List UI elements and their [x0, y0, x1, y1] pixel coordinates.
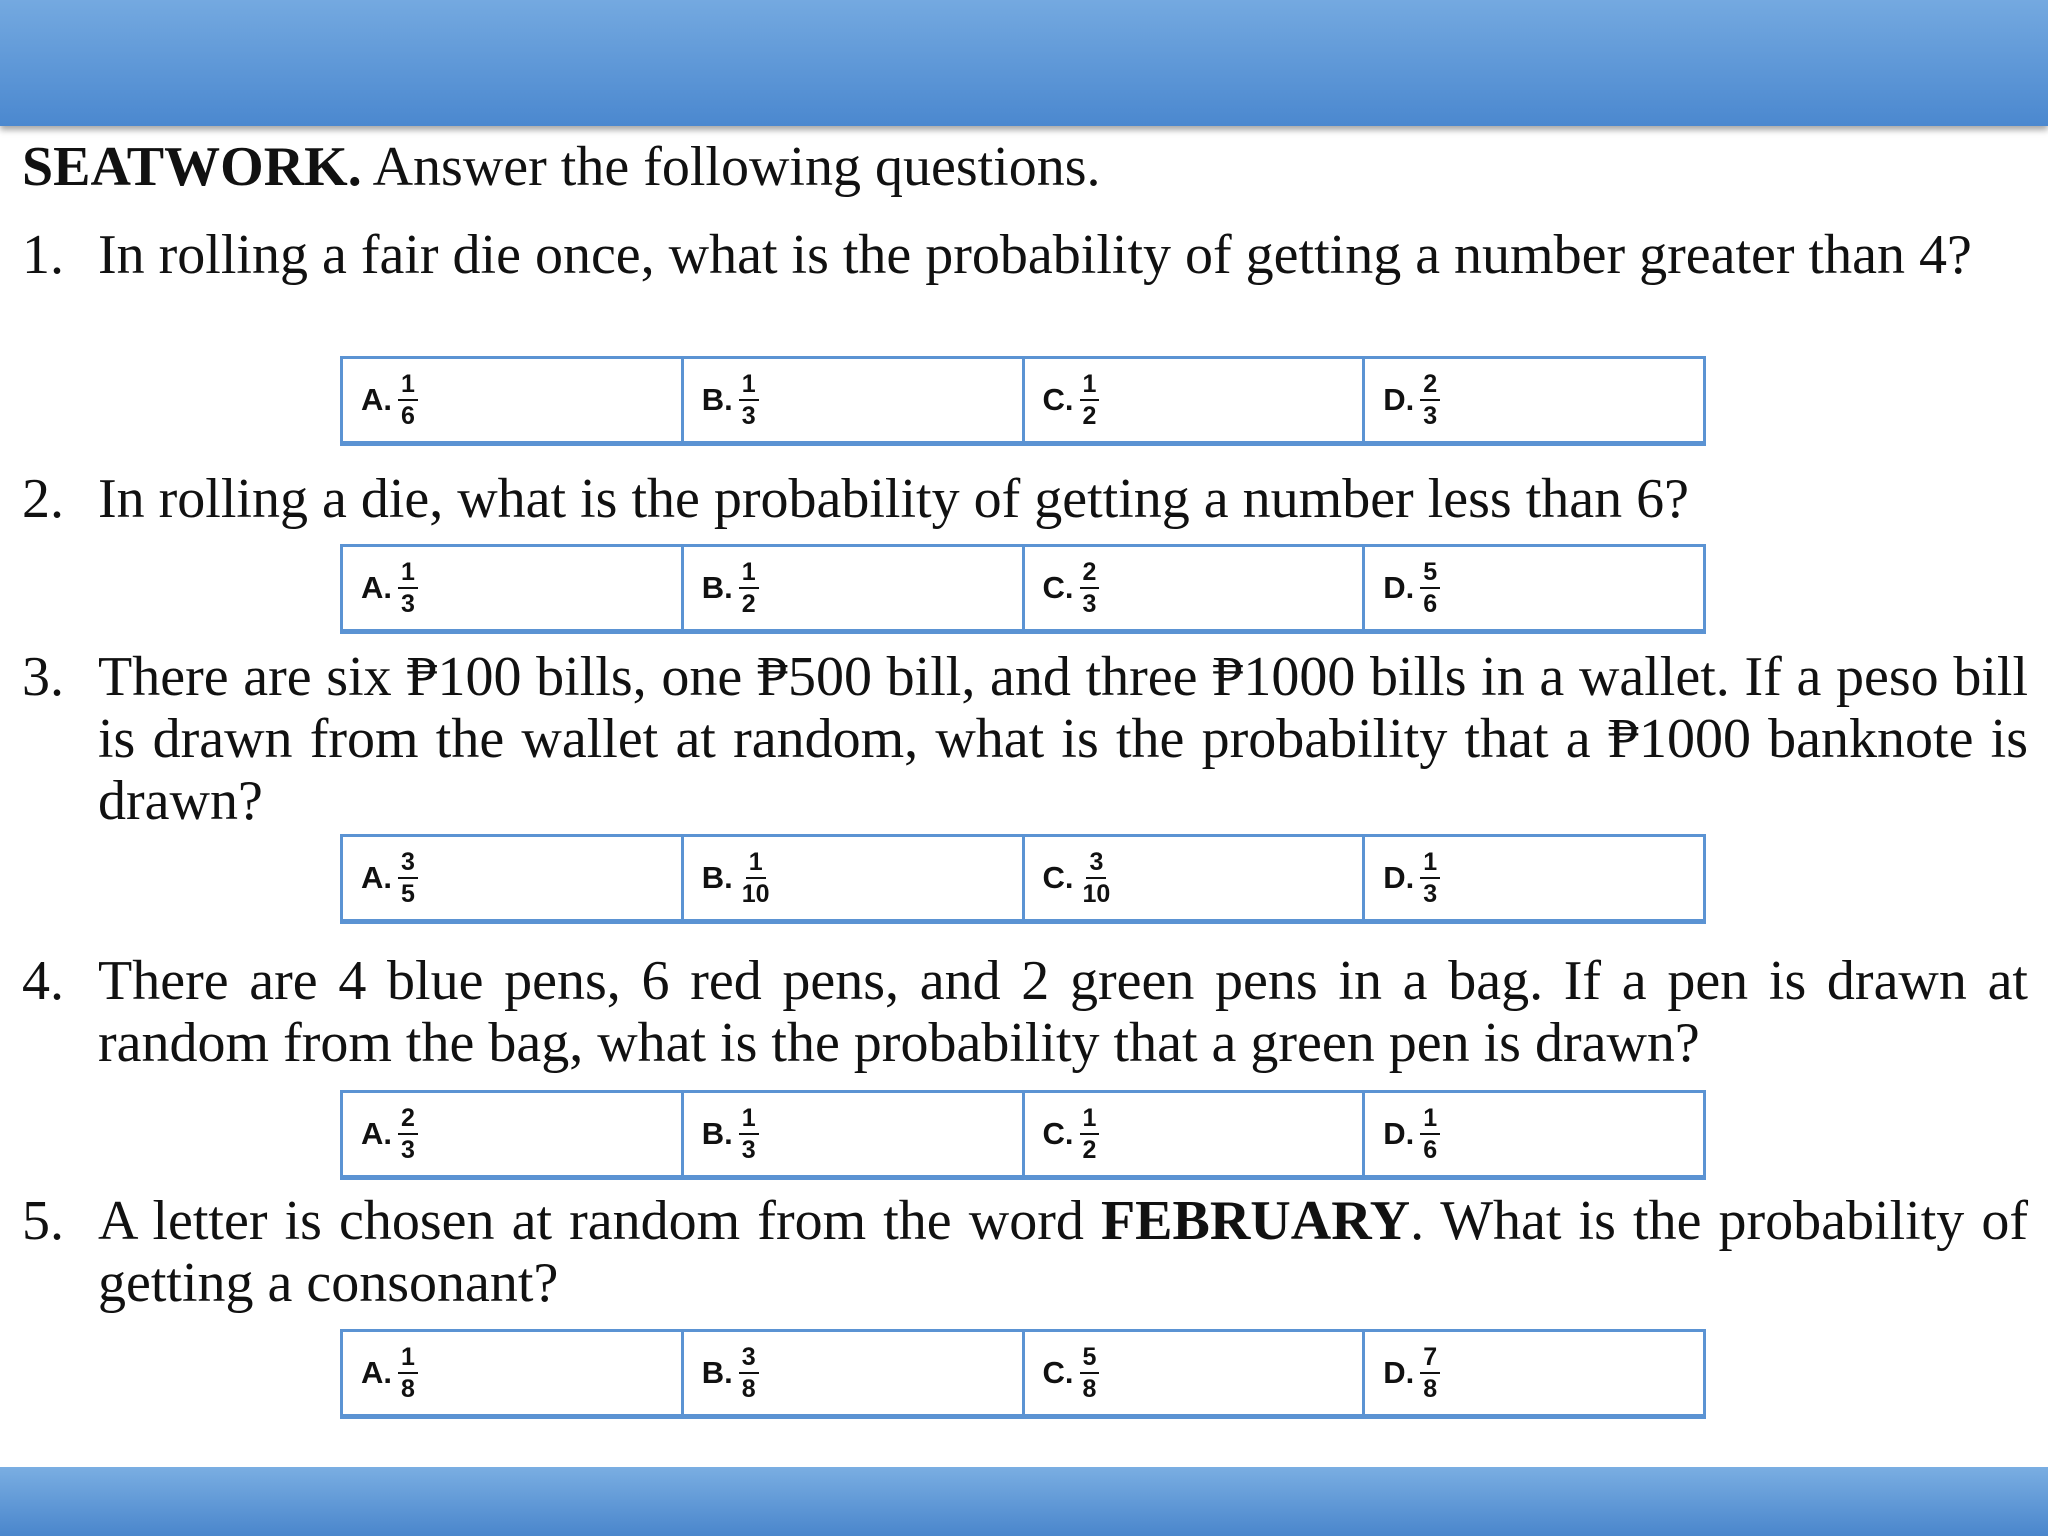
choice-b[interactable] [684, 1093, 1025, 1175]
choice-d[interactable] [1365, 1332, 1703, 1414]
question-2 [22, 468, 2028, 530]
numerator: 3 [739, 1343, 759, 1374]
denominator: 3 [1423, 402, 1438, 430]
fraction [1420, 370, 1440, 430]
question-3 [22, 646, 2028, 832]
denominator: 3 [1423, 880, 1438, 908]
numerator: 1 [739, 370, 759, 401]
footer-bar [0, 1467, 2048, 1536]
question-number: 2. [22, 468, 64, 530]
choice-letter: B. [701, 860, 733, 895]
choice-letter: C. [1042, 570, 1074, 605]
header-bar [0, 0, 2048, 126]
choice-a[interactable] [343, 837, 684, 919]
choice-letter: A. [361, 570, 392, 605]
denominator: 10 [1082, 880, 1111, 908]
fraction [1420, 558, 1440, 618]
choice-d[interactable] [1365, 1093, 1703, 1175]
question-text: In rolling a die, what is the probability of getting a number less than 6? [98, 468, 1689, 530]
denominator: 3 [401, 1136, 415, 1164]
choice-letter: D. [1383, 382, 1415, 417]
denominator: 8 [1423, 1375, 1438, 1403]
choice-letter: C. [1042, 1116, 1074, 1151]
numerator: 2 [1420, 370, 1440, 401]
choice-letter: D. [1383, 860, 1415, 895]
question-number: 1. [22, 224, 64, 286]
denominator: 8 [741, 1375, 756, 1403]
choice-letter: C. [1042, 1355, 1074, 1390]
question-1 [22, 224, 2028, 286]
title-bold: SEATWORK. [22, 136, 362, 198]
title-instruction: Answer the following questions. [361, 136, 1101, 198]
fraction [739, 558, 759, 618]
question-text-end: . What is the probability of getting a consonant? [98, 1190, 2028, 1314]
choice-letter: B. [701, 1355, 733, 1390]
question-text: There are 4 blue pens, 6 red pens, and 2 green pens in a bag. If a pen is drawn at random from the bag, what is the probability that a green pen is drawn? [98, 950, 2028, 1074]
numerator: 7 [1420, 1343, 1440, 1374]
choice-letter: D. [1383, 570, 1415, 605]
choice-letter: A. [361, 1355, 392, 1390]
choice-b[interactable] [684, 359, 1025, 441]
choice-letter: B. [701, 1116, 733, 1151]
question-5 [22, 1190, 2028, 1314]
question-text [98, 1190, 2028, 1314]
denominator: 3 [1082, 590, 1097, 618]
choice-c[interactable] [1025, 359, 1366, 441]
fraction [1420, 1343, 1440, 1403]
choice-letter: A. [361, 1116, 392, 1151]
question-4 [22, 950, 2028, 1074]
fraction [1080, 848, 1114, 908]
choice-b[interactable] [684, 547, 1025, 629]
numerator: 3 [398, 848, 418, 879]
denominator: 2 [741, 590, 756, 618]
choice-c[interactable] [1025, 1093, 1366, 1175]
denominator: 2 [1082, 402, 1097, 430]
denominator: 2 [1082, 1136, 1097, 1164]
denominator: 6 [1423, 590, 1438, 618]
numerator: 2 [1080, 558, 1100, 589]
choices-row-5 [340, 1329, 1706, 1419]
choice-a[interactable] [343, 1093, 684, 1175]
fraction [739, 1104, 759, 1164]
numerator: 5 [1080, 1343, 1100, 1374]
choices-row-1 [340, 356, 1706, 446]
question-number: 4. [22, 950, 64, 1012]
denominator: 3 [741, 1136, 756, 1164]
choices-row-4 [340, 1090, 1706, 1180]
choice-c[interactable] [1025, 547, 1366, 629]
numerator: 1 [739, 1104, 759, 1135]
choice-letter: D. [1383, 1116, 1415, 1151]
question-text: In rolling a fair die once, what is the probability of getting a number greater than 4? [98, 224, 1972, 286]
denominator: 5 [401, 880, 415, 908]
fraction [398, 848, 418, 908]
choice-letter: A. [361, 382, 392, 417]
choice-b[interactable] [684, 1332, 1025, 1414]
choice-c[interactable] [1025, 837, 1366, 919]
choice-letter: C. [1042, 382, 1074, 417]
numerator: 3 [1086, 848, 1106, 879]
choice-d[interactable] [1365, 547, 1703, 629]
question-text: There are six ₱100 bills, one ₱500 bill, and three ₱1000 bills in a wallet. If a peso bill is drawn from the wallet at random, what is the probability that a ₱1000 banknote is drawn? [98, 646, 2028, 832]
fraction [1080, 370, 1100, 430]
numerator: 1 [398, 1343, 418, 1374]
denominator: 6 [401, 402, 415, 430]
choice-letter: A. [361, 860, 392, 895]
choices-row-3 [340, 834, 1706, 924]
fraction [1080, 1104, 1100, 1164]
fraction [739, 1343, 759, 1403]
denominator: 3 [401, 590, 415, 618]
numerator: 1 [1420, 848, 1440, 879]
question-number: 3. [22, 646, 64, 708]
choice-d[interactable] [1365, 359, 1703, 441]
numerator: 1 [398, 370, 418, 401]
numerator: 1 [739, 558, 759, 589]
fraction [1080, 558, 1100, 618]
fraction [1420, 1104, 1440, 1164]
question-text-start: A letter is chosen at random from the word [98, 1190, 1101, 1252]
fraction [398, 1104, 418, 1164]
choice-letter: C. [1042, 860, 1074, 895]
choice-c[interactable] [1025, 1332, 1366, 1414]
page-title [22, 132, 1101, 202]
fraction [398, 1343, 418, 1403]
question-number: 5. [22, 1190, 64, 1252]
choice-letter: B. [701, 570, 733, 605]
choice-b[interactable] [684, 837, 1025, 919]
numerator: 1 [1080, 370, 1100, 401]
denominator: 6 [1423, 1136, 1438, 1164]
numerator: 1 [398, 558, 418, 589]
denominator: 3 [741, 402, 756, 430]
choices-row-2 [340, 544, 1706, 634]
fraction [739, 370, 759, 430]
choice-a[interactable] [343, 547, 684, 629]
numerator: 1 [1080, 1104, 1100, 1135]
numerator: 1 [746, 848, 766, 879]
denominator: 10 [741, 880, 770, 908]
numerator: 2 [398, 1104, 418, 1135]
fraction [398, 370, 418, 430]
numerator: 1 [1420, 1104, 1440, 1135]
denominator: 8 [1082, 1375, 1097, 1403]
choice-letter: D. [1383, 1355, 1415, 1390]
fraction [739, 848, 773, 908]
numerator: 5 [1420, 558, 1440, 589]
keyword-february: FEBRUARY [1100, 1190, 1411, 1252]
choice-a[interactable] [343, 1332, 684, 1414]
fraction [398, 558, 418, 618]
choice-letter: B. [701, 382, 733, 417]
choice-a[interactable] [343, 359, 684, 441]
fraction [1080, 1343, 1100, 1403]
fraction [1420, 848, 1440, 908]
denominator: 8 [401, 1375, 415, 1403]
choice-d[interactable] [1365, 837, 1703, 919]
